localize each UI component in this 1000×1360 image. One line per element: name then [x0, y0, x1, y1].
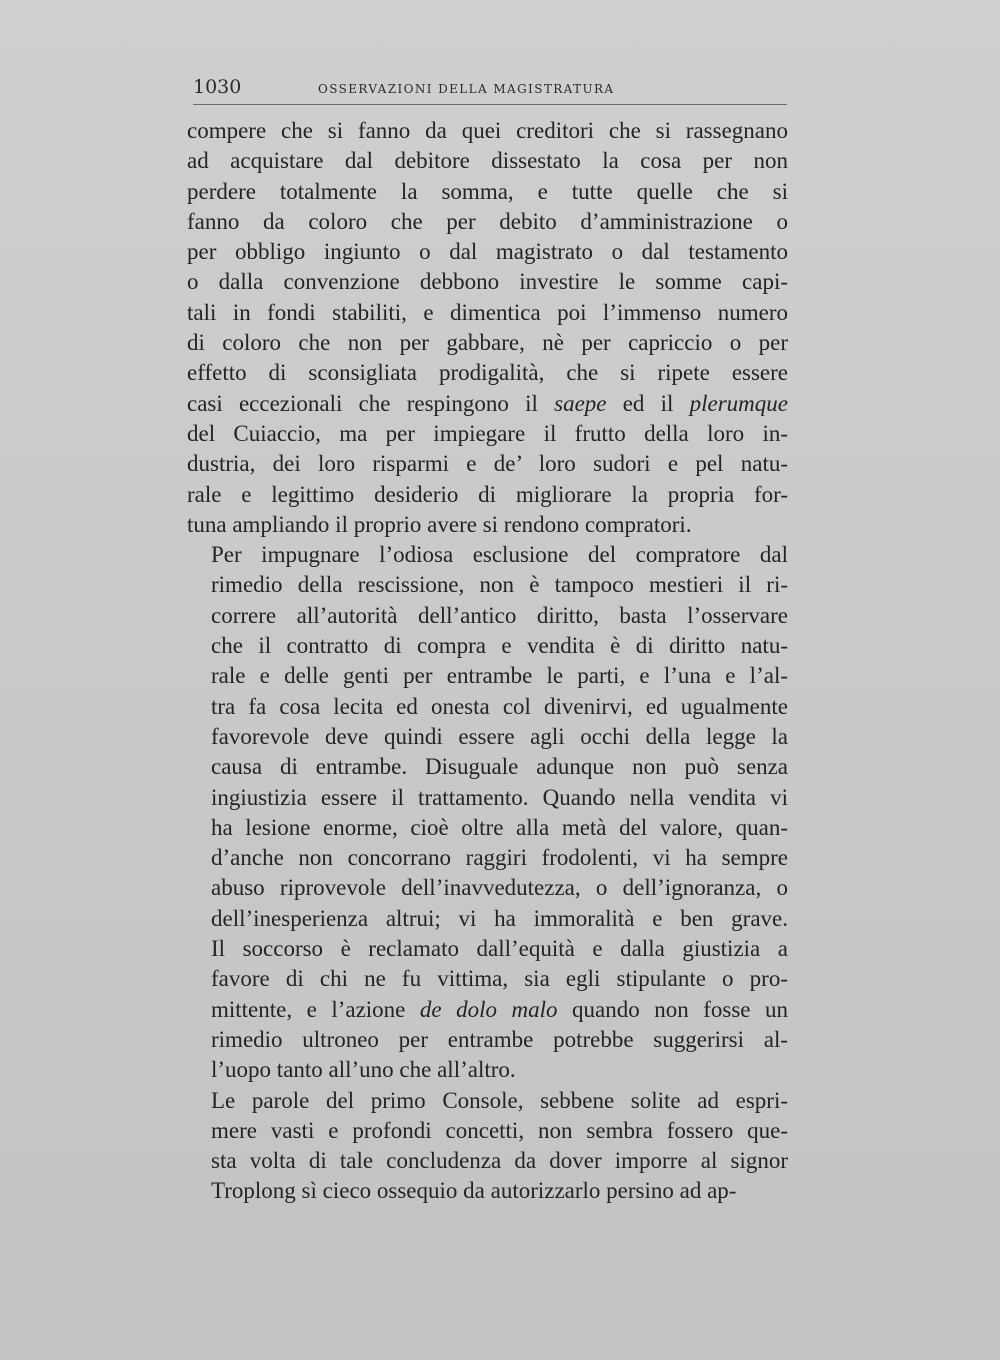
paragraph [187, 540, 788, 1085]
text-line: dell’inesperienza altrui; vi ha immoralità e ben grave. [211, 905, 788, 931]
text-line: d’anche non concorrano raggiri frodolenti, vi ha sempre [211, 845, 788, 871]
text-line: favore di chi ne fu vittima, sia egli stipulante o pro- [211, 966, 788, 992]
text-line: rimedio della rescissione, non è tampoco mestieri il ri- [211, 572, 788, 598]
text-line: compere che si fanno da quei creditori che si rassegnano [187, 118, 788, 143]
text-line: per obbligo ingiunto o dal magistrato o dal testamento [187, 239, 788, 265]
text-segment: quando non fosse un [557, 996, 788, 1022]
text-line: ingiustizia essere il trattamento. Quando nella vendita vi [211, 784, 788, 810]
text-line: effetto di sconsigliata prodigalità, che si ripete essere [187, 360, 788, 386]
text-line: ha lesione enorme, cioè oltre alla metà del valore, quan- [211, 814, 788, 840]
text-line: fanno da coloro che per debito d’amministrazione o [187, 208, 788, 234]
text-line: favorevole deve quindi essere agli occhi della legge la [211, 723, 788, 749]
text-segment: mittente, e l’azione [211, 996, 420, 1022]
text-segment: ed il [606, 390, 690, 416]
text-line: che il contratto di compra e vendita è di diritto natu- [211, 633, 788, 659]
text-line: perdere totalmente la somma, e tutte quelle che si [187, 178, 788, 204]
text-line [187, 995, 788, 1025]
text-line: tali in fondi stabiliti, e dimentica poi l’immenso numero [187, 299, 788, 325]
italic-term: de dolo malo [419, 996, 558, 1022]
running-title: OSSERVAZIONI DELLA MAGISTRATURA [318, 82, 615, 96]
text-line: Per impugnare l’odiosa esclusione del compratore dal [211, 542, 788, 568]
italic-term: saepe [554, 390, 607, 416]
text-line: mere vasti e profondi concetti, non sembra fossero que- [211, 1117, 788, 1143]
page-header [193, 74, 787, 105]
body-text [187, 116, 788, 1207]
text-line: rale e legittimo desiderio di migliorare la propria for- [187, 481, 788, 507]
text-line: Troplong sì cieco ossequio da autorizzarlo persino ad ap- [211, 1178, 737, 1204]
paragraph [187, 116, 788, 540]
text-line: dustria, dei loro risparmi e de’ loro sudori e pel natu- [187, 451, 788, 477]
text-line: tra fa cosa lecita ed onesta col divenirvi, ed ugualmente [211, 693, 788, 719]
text-line: abuso riprovevole dell’inavvedutezza, o dell’ignoranza, o [211, 875, 788, 901]
paragraph [187, 1086, 788, 1207]
text-line: ad acquistare dal debitore dissestato la cosa per non [187, 148, 788, 174]
text-segment: casi eccezionali che respingono il [187, 390, 555, 416]
text-line: rale e delle genti per entrambe le parti, e l’una e l’al- [211, 663, 788, 689]
text-line: di coloro che non per gabbare, nè per capriccio o per [187, 330, 788, 356]
text-line: l’uopo tanto all’uno che all’altro. [211, 1057, 516, 1083]
text-line: rimedio ultroneo per entrambe potrebbe suggerirsi al- [211, 1026, 788, 1052]
text-line: sta volta di tale concludenza da dover imporre al signor [211, 1148, 788, 1174]
page-number: 1030 [193, 76, 242, 98]
italic-term: plerumque [689, 390, 788, 416]
text-line: Le parole del primo Console, sebbene solite ad espri- [211, 1087, 788, 1113]
text-line: del Cuiaccio, ma per impiegare il frutto della loro in- [187, 420, 788, 446]
text-line: tuna ampliando il proprio avere si rendono compratori. [187, 511, 692, 537]
text-line: Il soccorso è reclamato dall’equità e dalla giustizia a [211, 936, 788, 962]
text-line [187, 389, 788, 419]
text-line: correre all’autorità dell’antico diritto, basta l’osservare [211, 602, 788, 628]
text-line: causa di entrambe. Disuguale adunque non può senza [211, 754, 788, 780]
text-line: o dalla convenzione debbono investire le somme capi- [187, 269, 788, 295]
